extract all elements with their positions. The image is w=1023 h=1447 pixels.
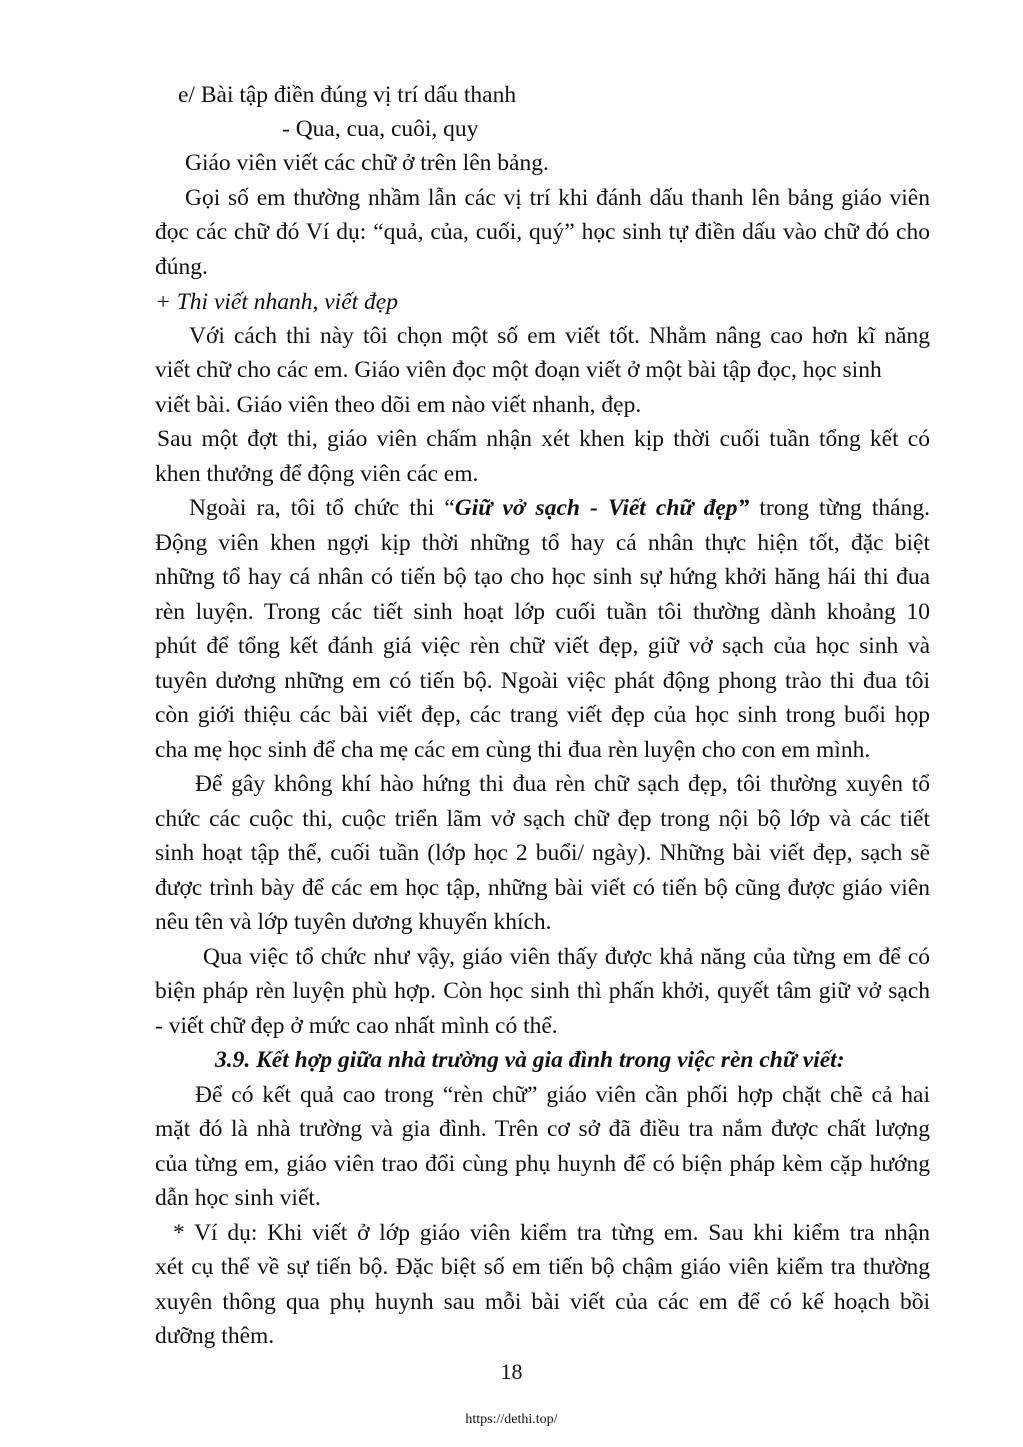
text-line: xét cụ thể về sự tiến bộ. Đặc biệt số em tiến bộ chậm giáo viên kiểm tra thường (155, 1254, 930, 1280)
text-line: khen thưởng để động viên các em. (155, 461, 479, 487)
text-line: Để có kết quả cao trong “rèn chữ” giáo viên cần phối hợp chặt chẽ cả hai (195, 1082, 930, 1108)
section-heading: 3.9. Kết hợp giữa nhà trường và gia đình trong việc rèn chữ viết: (215, 1047, 845, 1073)
text-line: viết bài. Giáo viên theo dõi em nào viết nhanh, đẹp. (155, 392, 642, 418)
text-line: những tổ hay cá nhân có tiến bộ tạo cho học sinh sự hứng khởi hăng hái thi đua (155, 564, 930, 590)
text-line: Với cách thi này tôi chọn một số em viết tốt. Nhằm nâng cao hơn kĩ năng (189, 323, 930, 349)
text-line: tuyên dương những em có tiến bộ. Ngoài việc phát động phong trào thi đua tôi (155, 668, 930, 694)
text-line: chức các cuộc thi, cuộc triển lãm vở sạch chữ đẹp trong nội bộ lớp và các tiết (155, 806, 930, 832)
contest-name: Giữ vở sạch - Viết chữ đẹp” (454, 495, 750, 521)
text-line: xuyên thông qua phụ huynh sau mỗi bài viết của các em để có kế hoạch bồi (155, 1289, 930, 1315)
text-line: dẫn học sinh viết. (155, 1185, 321, 1211)
text-line: * Ví dụ: Khi viết ở lớp giáo viên kiểm tra từng em. Sau khi kiểm tra nhận (173, 1220, 930, 1246)
footer-url: https://dethi.top/ (465, 1412, 558, 1427)
section-heading: + Thi viết nhanh, viết đẹp (155, 289, 398, 315)
text-line: đúng. (155, 254, 208, 280)
text-line: viết chữ cho các em. Giáo viên đọc một đoạn viết ở một bài tập đọc, học sinh (155, 357, 882, 383)
text-line: sinh hoạt tập thể, cuối tuần (lớp học 2 buổi/ ngày). Những bài viết đẹp, sạch sẽ (155, 840, 930, 866)
text-line: - viết chữ đẹp ở mức cao nhất mình có thể. (155, 1013, 558, 1039)
text-line: mặt đó là nhà trường và gia đình. Trên cơ sở đã điều tra nắm được chất lượng (155, 1116, 930, 1142)
text-line: Giáo viên viết các chữ ở trên lên bảng. (185, 150, 549, 176)
text-line: đọc các chữ đó Ví dụ: “quả, của, cuối, quý” học sinh tự điền dấu vào chữ đó cho (155, 219, 930, 245)
text-line: e/ Bài tập điền đúng vị trí dấu thanh (178, 82, 517, 108)
text-line: - Qua, cua, cuôi, quy (282, 116, 479, 142)
text-line: còn giới thiệu các bài viết đẹp, các trang viết đẹp của học sinh trong buổi họp (155, 702, 930, 728)
text-line: Động viên khen ngợi kịp thời những tổ hay cá nhân thực hiện tốt, đặc biệt (155, 530, 930, 556)
text-span: Ngoài ra, tôi tổ chức thi “ (189, 495, 455, 521)
text-line: dưỡng thêm. (155, 1323, 275, 1349)
text-line: Qua việc tổ chức như vậy, giáo viên thấy được khả năng của từng em để có (203, 944, 930, 970)
text-line: rèn luyện. Trong các tiết sinh hoạt lớp cuối tuần tôi thường dành khoảng 10 (155, 599, 930, 625)
text-line: phút để tổng kết đánh giá việc rèn chữ viết đẹp, giữ vở sạch của học sinh và (155, 633, 930, 659)
text-line: nêu tên và lớp tuyên dương khuyến khích. (155, 909, 552, 935)
text-line: được trình bày để các em học tập, những bài viết có tiến bộ cũng được giáo viên (155, 875, 930, 901)
text-line: Để gây không khí hào hứng thi đua rèn chữ sạch đẹp, tôi thường xuyên tổ (195, 771, 930, 797)
text-line (189, 494, 930, 522)
text-line: Gọi số em thường nhầm lẫn các vị trí khi đánh dấu thanh lên bảng giáo viên (185, 185, 930, 211)
text-line: biện pháp rèn luyện phù hợp. Còn học sinh thì phấn khởi, quyết tâm giữ vở sạch (155, 978, 930, 1004)
page-number: 18 (500, 1359, 523, 1384)
text-line: của từng em, giáo viên trao đổi cùng phụ huynh để có biện pháp kèm cặp hướng (155, 1151, 930, 1177)
text-line: cha mẹ học sinh để cha mẹ các em cùng thi đua rèn luyện cho con em mình. (155, 737, 871, 763)
text-line: Sau một đợt thi, giáo viên chấm nhận xét khen kịp thời cuối tuần tổng kết có (157, 426, 930, 452)
text-span: trong từng tháng. (749, 495, 930, 521)
